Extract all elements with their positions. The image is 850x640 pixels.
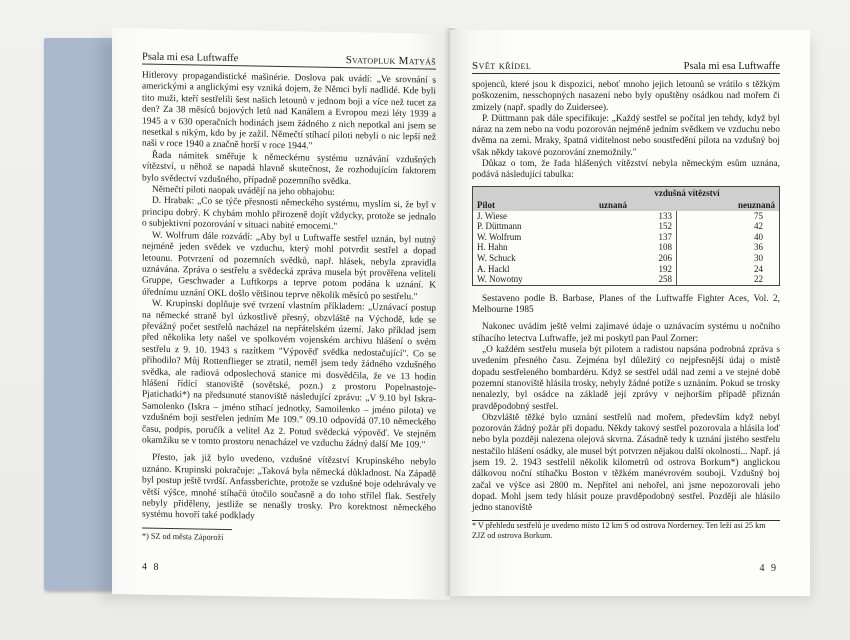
- pilot-cell: P. Düttmann: [477, 221, 522, 232]
- table-row: [473, 232, 780, 243]
- paragraph: spojenců, které jsou k dispozici, neboť mnoho jejich letounů se vrátilo s těžkým poškozením, nesschopných nasazení nebo byly opuštěny osádkou nad mořem či zmizely (např. spadly do Zuidersee).: [472, 80, 780, 113]
- unrecognized-cell: 36: [754, 242, 763, 253]
- left-page: [112, 28, 450, 600]
- table-header-unrecognized: neuznaná: [677, 199, 780, 211]
- table-header-recognized: uznaná: [595, 199, 676, 211]
- paragraph: P. Düttmann pak dále specifikuje: „Každý sestřel se počítal jen tehdy, když byl náraz na zem nebo na vodu pozorován nejméně jedním svědkem ve vzduchu nebo dvěma na zemi. Mraky, špatná viditelnost nebo soustředění pilota na vzdušný boj však někdy takové pozorování znemožnily.": [472, 113, 780, 158]
- recognized-cell: 133: [595, 211, 676, 222]
- table-row: [473, 274, 780, 285]
- right-header-title: Psala mi esa Luftwaffe: [683, 61, 780, 72]
- paragraph: D. Hrabak: „Co se týče přesnosti německého systému, myslím si, že byl v principu dobrý. K chybám mohlo přirozeně dojít vždycky, protože se jednalo o subjektivní pozorování v situaci nabité emocemi.": [142, 196, 436, 233]
- recognized-cell: 108: [595, 242, 676, 253]
- recognized-cell: 206: [595, 253, 676, 264]
- paragraph: Němečtí piloti naopak uvádějí na jeho obhajobu:: [152, 184, 335, 198]
- right-page: [450, 30, 810, 596]
- table-row: [473, 264, 780, 275]
- paragraph: Řada námitek směřuje k německému systému uznávání vzdušných vítězství, u něhož se napadá hlavně skutečnost, že rozhodujícím faktorem bylo svědectví vzdušného, případně pozemního svědka.: [142, 150, 436, 187]
- unrecognized-cell: 24: [754, 263, 763, 274]
- recognized-cell: 137: [595, 232, 676, 243]
- paragraph: „O každém sestřelu musela být pilotem a radistou napsána podrobná zpráva s uvedením přesného času. Zejména byl důležitý co nejpřesnější údaj o místě dopadu sestřeleného bombardéru. Když se sestřel udál nad zemí a ve stejné době pozemní stanoviště hlásila trosky, nebyly žádné potíže s uznáním. Pokud se trosky nenalezly, byl osádce na základě její zprávy v nejhorším případě přiznán pravděpodobný sestřel.: [472, 345, 780, 412]
- pilot-cell: W. Schuck: [477, 253, 516, 264]
- unrecognized-cell: 42: [754, 221, 763, 232]
- right-body-text: [472, 80, 780, 514]
- paragraph: Důkaz o tom, že řada hlášených vítězství nebyla německým esům uznána, podává následující tabulka:: [472, 159, 780, 181]
- left-body-text: [142, 71, 436, 527]
- table-row: [473, 253, 780, 264]
- paragraph: Nakonec uvádím ještě velmi zajímavé údaje o uznávacím systému u nočního stíhacího letectva Luftwaffe, jež mi poskytl pan Paul Zorner:: [472, 322, 780, 344]
- source-note: Sestaveno podle B. Barbase, Planes of the Luftwaffe Fighter Aces, Vol. 2, Melbourne 1985: [472, 293, 780, 316]
- unrecognized-cell: 40: [754, 231, 763, 242]
- right-page-number: 4 9: [759, 563, 778, 574]
- footnote-rule: [142, 527, 232, 530]
- table-header-empty: [473, 186, 596, 199]
- pilot-cell: W. Wolfrum: [477, 231, 522, 242]
- table-row: [473, 242, 780, 253]
- left-header-author: Svatopluk Matyáš: [345, 54, 436, 68]
- unrecognized-cell: 30: [754, 253, 763, 264]
- left-page-number: 4 8: [142, 561, 161, 573]
- pilot-cell: W. Nowotny: [477, 274, 523, 285]
- paragraph: Přesto, jak již bylo uvedeno, vzdušné vítězství Krupinského nebylo uznáno. Krupinski pokračuje: „Taková byla německá důkladnost. Na Západě byl postup ještě tvrdší. Anfassberichte, protože se vzdušné boje odehrávaly ve větší výšce, mnohé stíhačů útočilo současně a do toho střílel flak. Sestřely nebyly přiděleny, jestliže se nenašly trosky. Pro korektnost německého systému hovoří také podklady: [142, 453, 436, 522]
- table-header-pilot: Pilot: [473, 199, 596, 211]
- recognized-cell: 192: [595, 264, 676, 275]
- left-running-head: [142, 51, 436, 70]
- table-header-group: vzdušná vítězství: [595, 186, 779, 199]
- left-footnote: *) SZ od města Záporoží: [142, 531, 224, 542]
- right-header-chapter: Svět křídel: [472, 60, 532, 72]
- recognized-cell: 258: [595, 274, 676, 285]
- paragraph: Obzvláště těžké bylo uznání sestřelů nad mořem, především když nebyl pozorován žádný požár při dopadu. Někdy takový sestřel pozorovala a hlásila loď nebo byla později nalezena olejová skvrna. Zásadně tedy k uznání jistého sestřelu nestačilo hlášení osádky, ale musel být potvrzen nějakou další okolností... Např. já jsem 19. 2. 1943 sestřelil několik kilometrů od ostrova Borkum*) anglickou dálkovou noční stíhačku Boston v těžkém manévrovém souboji. Vzdušný boj začal ve výšce asi 2800 m. Nepřítel ani nehořel, ani jsme nepozorovali jeho dopad. Mohl jsem tedy hlásit pouze pravděpodobný sestřel. Později ale hlásilo jedno stanoviště: [472, 412, 780, 514]
- pilot-cell: A. Hackl: [477, 263, 510, 274]
- right-running-head: [472, 60, 780, 74]
- unrecognized-cell: 22: [754, 274, 763, 285]
- recognized-cell: 152: [595, 221, 676, 232]
- paragraph: W. Krupinski doplňuje své tvrzení vlastním příkladem: „Uznávací postup na německé straně byl úzkostlivě přesný, obzvláště na Východě, kde se převážný počet sestřelů nacházel na nepřátelském území. Jako příklad jsem před několika lety našel ve spolkovém vojenském archivu hlášení o svém sestřelu z 9. 10. 1943 s razítkem "Výpověď svědka nedostačující". Co se přihodilo? Můj Rottenflieger se ztratil, neměl jsem tedy žádného vzdušného svědka, ale radiová odposlechová stanice mi dosvědčila, že ve 13 hodin hlášení řídící stanoviště (sovětské, pozn.) z prostoru Popelnastoje-Pjatichatki*) na předsunuté stanoviště následující zprávu: „V 9.10 byl Iskra-Samolenko (Iskra – jméno stíhací jednotky, Samoilenko – jméno pilota) ve vzdušném boji sestřelen jedním Me 109." 09.10 odpovídá 07.10 německého času, podpis, poručík a velitel Az 2. Potud svědecká výpověď. Ve stejném okamžiku se v tomto prostoru nenacházel ve vzduchu žádný další Me 109.": [142, 298, 436, 451]
- pilot-cell: H. Hahn: [477, 242, 508, 253]
- right-footnote: * V přehledu sestřelů je uvedeno místo 12 km S od ostrova Norderney. Ten leží asi 25 km ZJZ od ostrova Borkum.: [472, 521, 766, 541]
- table-row: [473, 221, 780, 232]
- left-header-title: Psala mi esa Luftwaffe: [142, 51, 239, 65]
- pilot-cell: J. Wiese: [477, 210, 507, 221]
- paragraph: W. Wolfrum dále rozvádí: „Aby byl u Luftwaffe sestřel uznán, byl nutný nejméně jeden svědek ve vzduchu, který mohl potvrdit sestřel a dopad letounu. Potvrzení od pozemních svědků, např. hlásek, nebyla zpravidla uznávána. Zpráva o sestřelu a svědecká zpráva musela být prověřena veliteli Gruppe, Geschwader a Luftkorps a teprve potom podána k uznání. K úřednímu uznání OKL došlo většinou teprve několik měsíců po sestřelu.": [142, 230, 436, 303]
- victories-table: [472, 186, 780, 286]
- table-row: [473, 211, 780, 222]
- unrecognized-cell: 75: [754, 210, 763, 221]
- paragraph: Hitlerovy propagandistické mašinérie. Doslova pak uvádí: „Ve srovnání s americkými a anglickými esy vzniká dojem, že Němci byli nadlidé. Kde byli tito muži, kteří sestřelili šest našich letounů v jednom boji a více než tucet za den? Za 38 měsíců bojových letů nad Kanálem a Evropou mezi léty 1939 a 1945 a v 630 operačních hodinách jsem žádného z nich nepotkal ani jsem se nesetkal s nikým, kdo by je zažil. Němečtí stíhací piloti nebyli o nic lepší než naši v roce 1940 a značně horší v roce 1944.": [142, 70, 436, 152]
